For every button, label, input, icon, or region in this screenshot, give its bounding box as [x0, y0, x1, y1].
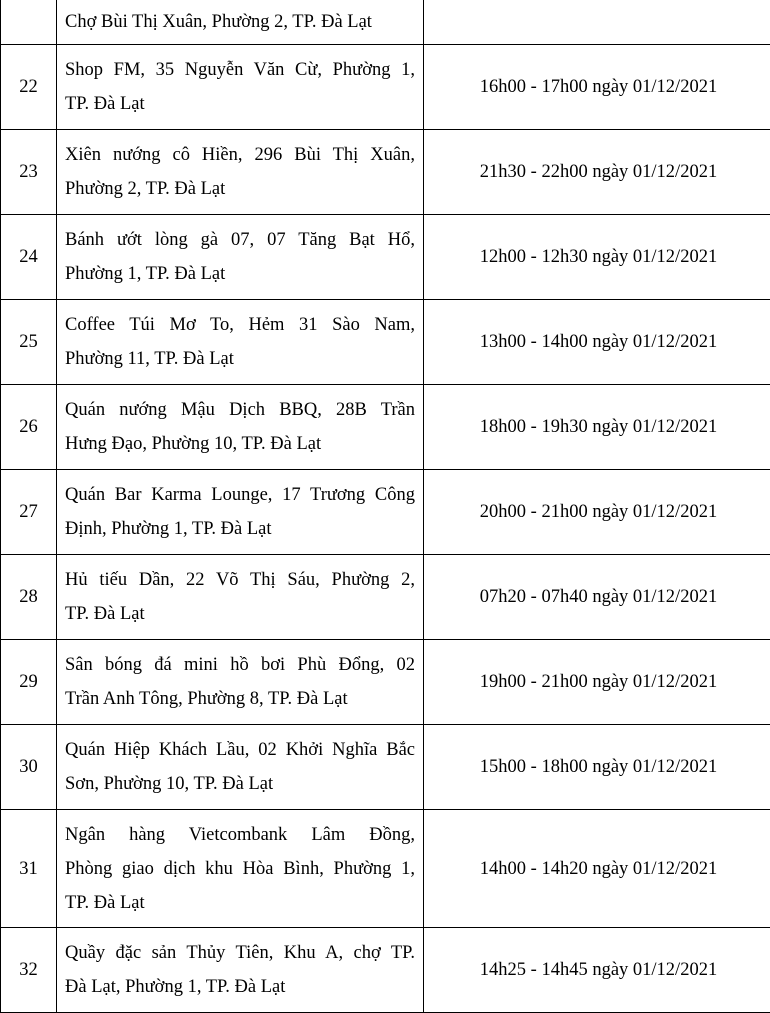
place-text [57, 138, 423, 206]
time-cell: 16h00 - 17h00 ngày 01/12/2021 [424, 45, 770, 130]
place-text [57, 733, 423, 801]
place-cell [57, 555, 424, 640]
table-row [1, 810, 770, 928]
place-line: Ngân hàng Vietcombank Lâm Đồng, [65, 818, 415, 852]
place-line: Phường 11, TP. Đà Lạt [65, 342, 415, 376]
table-row [1, 640, 770, 725]
row-number-cell: 23 [1, 130, 57, 215]
table-row [1, 215, 770, 300]
row-number-cell: 22 [1, 45, 57, 130]
row-number-cell: 27 [1, 470, 57, 555]
place-cell [57, 725, 424, 810]
place-text [57, 53, 423, 121]
table-row [1, 300, 770, 385]
time-cell: 19h00 - 21h00 ngày 01/12/2021 [424, 640, 770, 725]
place-line: Trần Anh Tông, Phường 8, TP. Đà Lạt [65, 682, 415, 716]
table-row [1, 470, 770, 555]
time-cell [424, 0, 770, 45]
table-row [1, 928, 770, 1013]
place-line: TP. Đà Lạt [65, 886, 415, 920]
place-cell [57, 928, 424, 1013]
place-line: Xiên nướng cô Hiền, 296 Bùi Thị Xuân, [65, 138, 415, 172]
place-line: Quán Bar Karma Lounge, 17 Trương Công [65, 478, 415, 512]
place-cell [57, 810, 424, 928]
table-row [1, 0, 770, 45]
row-number-cell: 26 [1, 385, 57, 470]
place-text [57, 393, 423, 461]
row-number-cell: 24 [1, 215, 57, 300]
place-line: Quầy đặc sản Thủy Tiên, Khu A, chợ TP. [65, 936, 415, 970]
place-line: Quán nướng Mậu Dịch BBQ, 28B Trần [65, 393, 415, 427]
table-row [1, 130, 770, 215]
place-cell [57, 640, 424, 725]
place-line: Đà Lạt, Phường 1, TP. Đà Lạt [65, 970, 415, 1004]
place-text [57, 478, 423, 546]
place-cell [57, 130, 424, 215]
place-line: TP. Đà Lạt [65, 597, 415, 631]
row-number-cell: 32 [1, 928, 57, 1013]
place-line: Quán Hiệp Khách Lầu, 02 Khởi Nghĩa Bắc [65, 733, 415, 767]
table-row [1, 45, 770, 130]
place-text [57, 818, 423, 920]
row-number-cell: 28 [1, 555, 57, 640]
place-cell [57, 0, 424, 45]
place-cell [57, 385, 424, 470]
place-line: Coffee Túi Mơ To, Hẻm 31 Sào Nam, [65, 308, 415, 342]
place-cell [57, 45, 424, 130]
place-line: Sân bóng đá mini hồ bơi Phù Đổng, 02 [65, 648, 415, 682]
place-cell [57, 215, 424, 300]
row-number-cell: 31 [1, 810, 57, 928]
time-cell: 12h00 - 12h30 ngày 01/12/2021 [424, 215, 770, 300]
table-row [1, 555, 770, 640]
time-cell: 14h00 - 14h20 ngày 01/12/2021 [424, 810, 770, 928]
place-line: Hưng Đạo, Phường 10, TP. Đà Lạt [65, 427, 415, 461]
place-text [57, 223, 423, 291]
place-line: Sơn, Phường 10, TP. Đà Lạt [65, 767, 415, 801]
time-cell: 07h20 - 07h40 ngày 01/12/2021 [424, 555, 770, 640]
place-text [57, 308, 423, 376]
place-line: Shop FM, 35 Nguyễn Văn Cừ, Phường 1, [65, 53, 415, 87]
place-text: Chợ Bùi Thị Xuân, Phường 2, TP. Đà Lạt [57, 7, 423, 37]
place-text [57, 936, 423, 1004]
time-cell: 13h00 - 14h00 ngày 01/12/2021 [424, 300, 770, 385]
time-cell: 20h00 - 21h00 ngày 01/12/2021 [424, 470, 770, 555]
place-cell [57, 470, 424, 555]
place-line: Định, Phường 1, TP. Đà Lạt [65, 512, 415, 546]
place-line: Phường 2, TP. Đà Lạt [65, 172, 415, 206]
table-row [1, 725, 770, 810]
row-number-cell: 30 [1, 725, 57, 810]
place-cell [57, 300, 424, 385]
time-cell: 18h00 - 19h30 ngày 01/12/2021 [424, 385, 770, 470]
place-line: Phòng giao dịch khu Hòa Bình, Phường 1, [65, 852, 415, 886]
time-cell: 15h00 - 18h00 ngày 01/12/2021 [424, 725, 770, 810]
place-line: Phường 1, TP. Đà Lạt [65, 257, 415, 291]
row-number-cell: 29 [1, 640, 57, 725]
place-line: TP. Đà Lạt [65, 87, 415, 121]
time-cell: 21h30 - 22h00 ngày 01/12/2021 [424, 130, 770, 215]
table-row [1, 385, 770, 470]
place-line: Bánh ướt lòng gà 07, 07 Tăng Bạt Hổ, [65, 223, 415, 257]
time-cell: 14h25 - 14h45 ngày 01/12/2021 [424, 928, 770, 1013]
place-line: Hủ tiếu Dần, 22 Võ Thị Sáu, Phường 2, [65, 563, 415, 597]
place-text [57, 563, 423, 631]
row-number-cell [1, 0, 57, 45]
row-number-cell: 25 [1, 300, 57, 385]
place-text [57, 648, 423, 716]
